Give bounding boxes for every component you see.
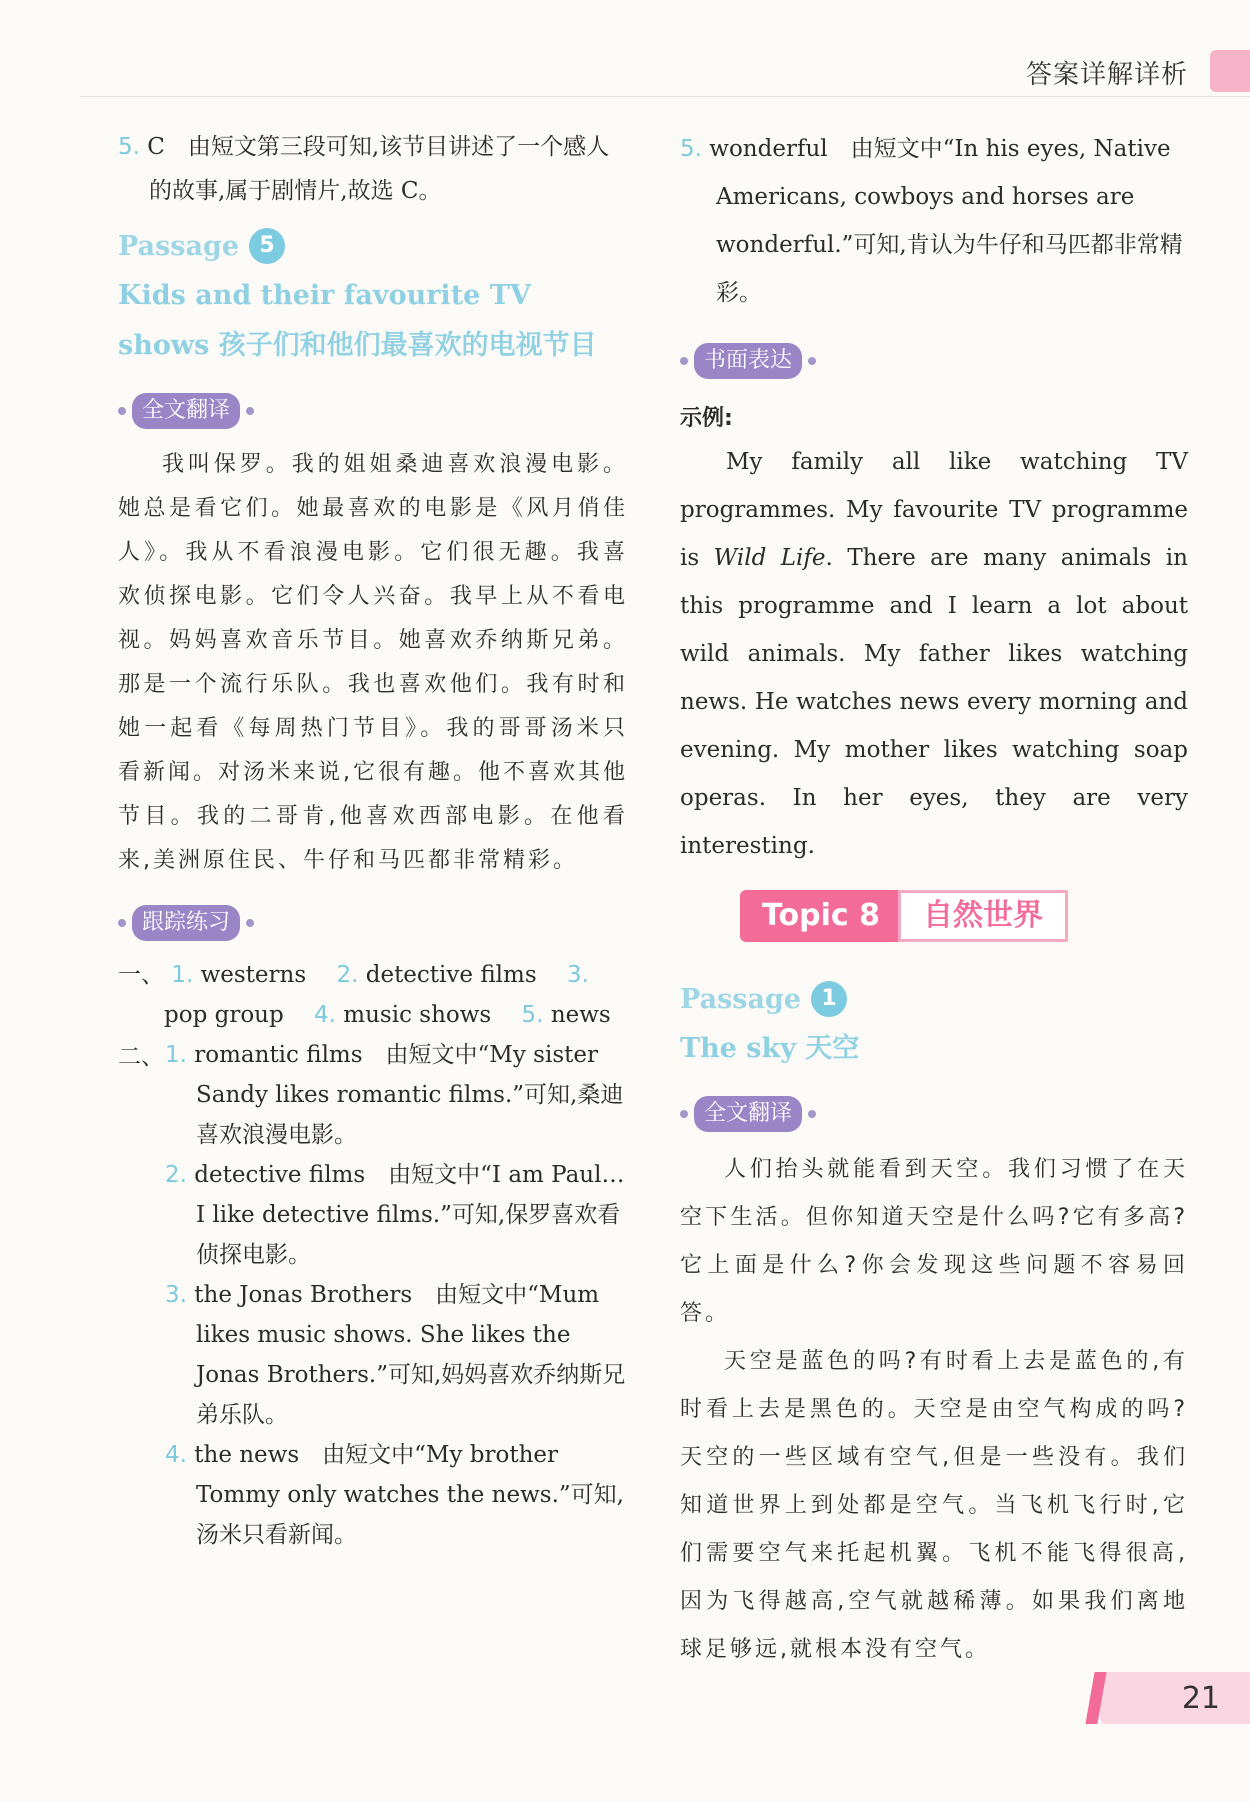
passage-title: Kids and their favourite TV shows 孩子们和他们最喜欢的电视节目 xyxy=(118,280,597,361)
dot-icon xyxy=(680,357,688,365)
answer-item-5-right: 5. wonderful 由短文中“In his eyes, Native Americans, cowboys and horses are wonderful.”可知,肯认为牛仔和马匹都非常精彩。 xyxy=(680,136,1183,306)
section-heading-exercises: 跟踪练习 xyxy=(118,905,628,941)
section-heading-translation: 全文翻译 xyxy=(118,393,628,429)
exercise-part-2: 二、 1. romantic films 由短文中“My sister Sandy likes romantic films.”可知,桑迪喜欢浪漫电影。 2. detective films 由短文中“I am Paul… I like detective films.”可知,保罗喜欢看侦探电影。 3. the Jonas Brothers 由短文中“Mum likes music shows. She likes the Jonas Brothers.”可知,妈妈喜欢乔纳斯兄弟乐队。 4. the news 由短文中“My brother Tommy only watches the news.”可知,汤米只看新闻。 xyxy=(118,1035,628,1555)
header-tab-decoration xyxy=(1210,50,1250,92)
page-number: 21 xyxy=(1181,1681,1220,1716)
topic-banner xyxy=(740,888,1188,944)
exercise-2-item-3: 3. the Jonas Brothers 由短文中“Mum likes music shows. She likes the Jonas Brothers.”可知,妈妈喜欢乔纳斯兄弟乐队。 xyxy=(165,1282,626,1428)
dot-icon xyxy=(118,407,126,415)
translation-paragraph: 我叫保罗。我的姐姐桑迪喜欢浪漫电影。她总是看它们。她最喜欢的电影是《风月俏佳人》。我从不看浪漫电影。它们很无趣。我喜欢侦探电影。它们令人兴奋。我早上从不看电视。妈妈喜欢音乐节目。她喜欢乔纳斯兄弟。那是一个流行乐队。我也喜欢他们。我有时和她一起看《每周热门节目》。我的哥哥汤米只看新闻。对汤米来说,它很有趣。他不喜欢其他节目。我的二哥肯,他喜欢西部电影。在他看来,美洲原住民、牛仔和马匹都非常精彩。 xyxy=(118,452,628,873)
topic-number: Topic 8 xyxy=(740,890,898,942)
answer-item-5: 5. C 由短文第三段可知,该节目讲述了一个感人的故事,属于剧情片,故选 C。 xyxy=(118,134,610,204)
passage-heading-right: Passage 1 xyxy=(680,974,1188,1024)
translation-paragraph-2: 天空是蓝色的吗?有时看上去是蓝色的,有时看上去是黑色的。天空是由空气构成的吗?天空的一些区域有空气,但是一些没有。我们知道世界上到处都是空气。当飞机飞行时,它们需要空气来托起机翼。飞机不能飞得很高,因为飞得越高,空气就越稀薄。如果我们离地球足够远,就根本没有空气。 xyxy=(680,1349,1188,1662)
exercise-part-1: 一、 1. westerns 2. detective films 3. pop group 4. music shows 5. news xyxy=(118,962,611,1028)
left-column xyxy=(118,125,628,1555)
dot-icon xyxy=(246,407,254,415)
exercise-2-item-1: 1. romantic films 由短文中“My sister Sandy likes romantic films.”可知,桑迪喜欢浪漫电影。 xyxy=(165,1042,624,1148)
passage-title-right: The sky 天空 xyxy=(680,1033,860,1064)
translation-paragraph-1: 人们抬头就能看到天空。我们习惯了在天空下生活。但你知道天空是什么吗?它有多高?它上面是什么?你会发现这些问题不容易回答。 xyxy=(680,1157,1188,1326)
topic-title: 自然世界 xyxy=(898,890,1068,942)
header-divider xyxy=(80,96,1250,97)
page-header-title: 答案详解详析 xyxy=(1025,60,1188,90)
dot-icon xyxy=(118,919,126,927)
dot-icon xyxy=(808,357,816,365)
section-heading-writing: 书面表达 xyxy=(680,343,1188,379)
right-column xyxy=(680,125,1188,1674)
page-number-tab xyxy=(1100,1672,1250,1724)
dot-icon xyxy=(246,919,254,927)
exercise-2-item-2: 2. detective films 由短文中“I am Paul… I like detective films.”可知,保罗喜欢看侦探电影。 xyxy=(165,1162,625,1268)
dot-icon xyxy=(808,1110,816,1118)
section-heading-translation-right: 全文翻译 xyxy=(680,1096,1188,1132)
passage-number-badge: 1 xyxy=(811,981,847,1017)
example-label: 示例: xyxy=(680,406,733,431)
passage-number-badge: 5 xyxy=(249,228,285,264)
passage-heading: Passage 5 xyxy=(118,221,628,271)
example-essay: My family all like watching TV programmes. My favourite TV programme is Wild Life. There are many animals in this programme and I learn a lot about wild animals. My father likes watching news. He watches news every morning and evening. My mother likes watching soap operas. In her eyes, they are very interesting. xyxy=(680,449,1188,859)
exercise-2-item-4: 4. the news 由短文中“My brother Tommy only watches the news.”可知,汤米只看新闻。 xyxy=(165,1442,624,1548)
dot-icon xyxy=(680,1110,688,1118)
